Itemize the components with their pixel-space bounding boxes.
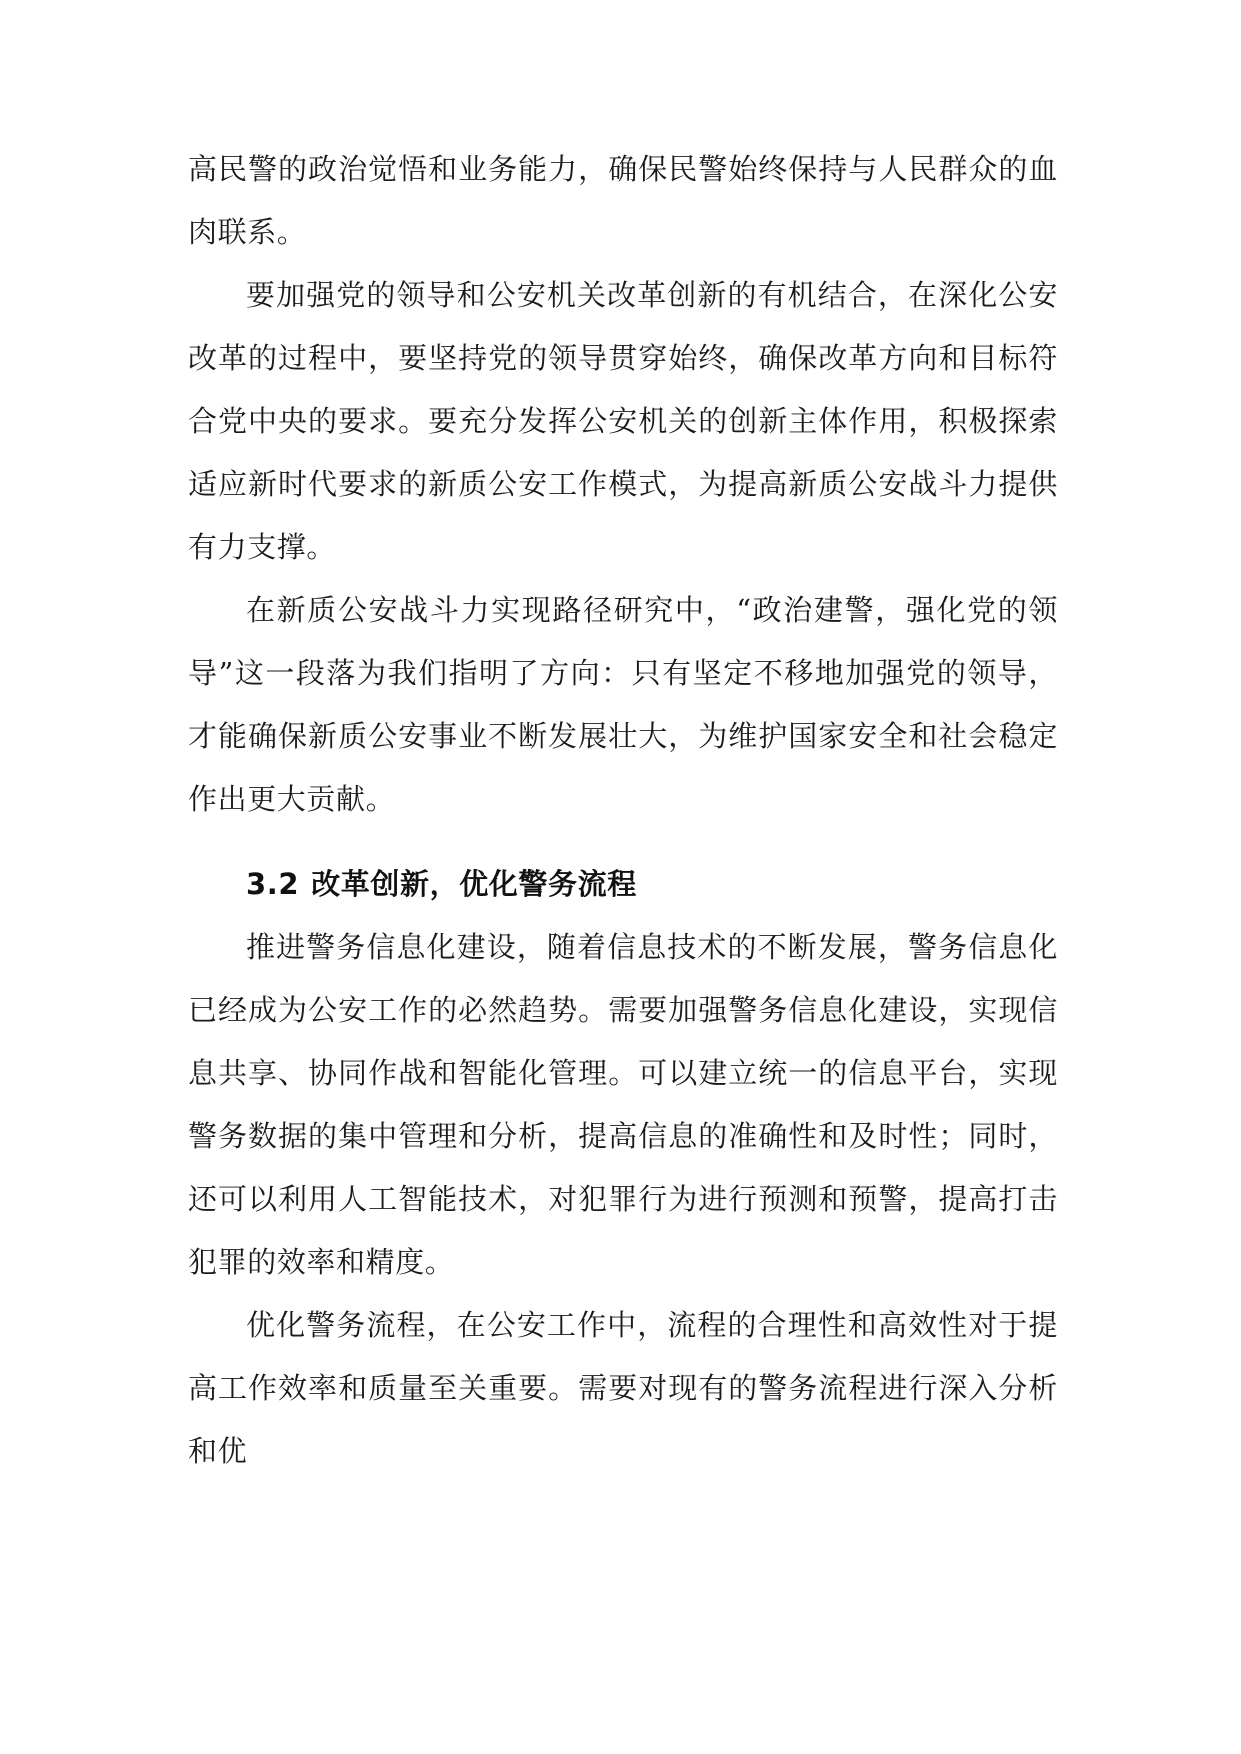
paragraph-path-research: 在新质公安战斗力实现路径研究中，“政治建警，强化党的领导”这一段落为我们指明了方向：只有坚定不移地加强党的领导，才能确保新质公安事业不断发展壮大，为维护国家安全和社会稳定作出更大贡献。 <box>188 593 1058 816</box>
paragraph-continuation: 高民警的政治觉悟和业务能力，确保民警始终保持与人民群众的血肉联系。 <box>188 152 1058 249</box>
paragraph-party-leadership-reform: 要加强党的领导和公安机关改革创新的有机结合，在深化公安改革的过程中，要坚持党的领导贯穿始终，确保改革方向和目标符合党中央的要求。要充分发挥公安机关的创新主体作用，积极探索适应新时代要求的新质公安工作模式，为提高新质公安战斗力提供有力支撑。 <box>188 278 1058 564</box>
paragraph-optimize-process: 优化警务流程，在公安工作中，流程的合理性和高效性对于提高工作效率和质量至关重要。需要对现有的警务流程进行深入分析和优 <box>188 1308 1058 1468</box>
document-body <box>188 138 1058 1483</box>
paragraph-informatization: 推进警务信息化建设，随着信息技术的不断发展，警务信息化已经成为公安工作的必然趋势。需要加强警务信息化建设，实现信息共享、协同作战和智能化管理。可以建立统一的信息平台，实现警务数据的集中管理和分析，提高信息的准确性和及时性；同时，还可以利用人工智能技术，对犯罪行为进行预测和预警，提高打击犯罪的效率和精度。 <box>188 930 1058 1279</box>
section-title: 改革创新，优化警务流程 <box>311 867 637 901</box>
section-heading <box>188 853 1058 916</box>
section-number: 3.2 <box>246 867 300 901</box>
